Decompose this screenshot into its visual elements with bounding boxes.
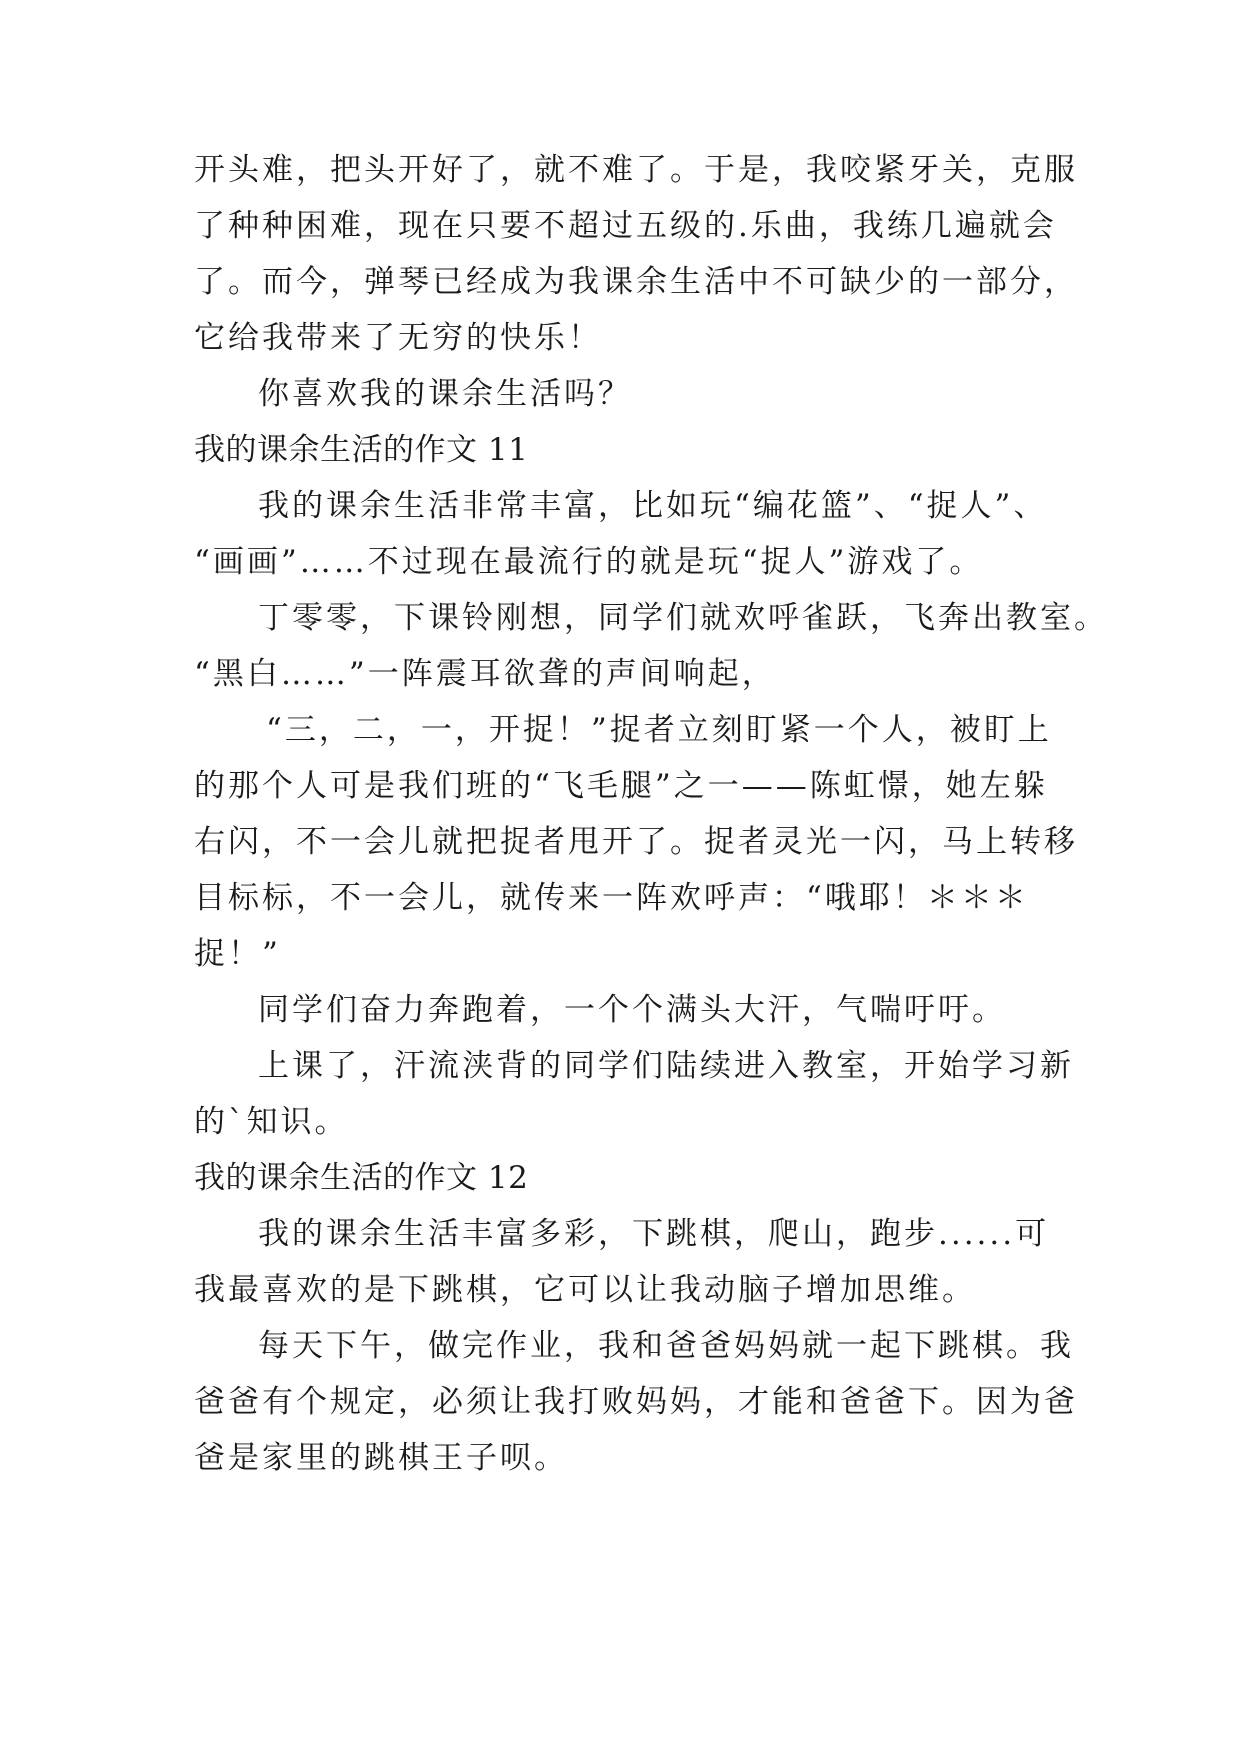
body-line: 了。而今，弹琴已经成为我课余生活中不可缺少的一部分， xyxy=(194,264,1078,300)
body-line: “画画”……不过现在最流行的就是玩“捉人”游戏了。 xyxy=(194,544,984,580)
body-line: 了种种困难，现在只要不超过五级的.乐曲，我练几遍就会 xyxy=(194,208,1057,244)
body-line: “三，二，一，开捉！”捉者立刻盯紧一个人，被盯上 xyxy=(266,712,1052,748)
section-heading: 我的课余生活的作文 12 xyxy=(194,1160,529,1196)
body-line: 每天下午，做完作业，我和爸爸妈妈就一起下跳棋。我 xyxy=(258,1328,1074,1364)
body-line: “黑白……”一阵震耳欲聋的声间响起， xyxy=(194,656,776,692)
body-line: 爸是家里的跳棋王子呗。 xyxy=(194,1440,568,1476)
body-line: 我的课余生活丰富多彩，下跳棋，爬山，跑步......可 xyxy=(258,1216,1050,1252)
body-line: 丁零零，下课铃刚想，同学们就欢呼雀跃，飞奔出教室。 xyxy=(258,600,1108,636)
body-line: 开头难，把头开好了，就不难了。于是，我咬紧牙关，克服 xyxy=(194,152,1078,188)
body-line: 右闪，不一会儿就把捉者甩开了。捉者灵光一闪，马上转移 xyxy=(194,824,1078,860)
body-line: 的`知识。 xyxy=(194,1104,349,1140)
body-line: 捉！” xyxy=(194,936,281,972)
body-line: 同学们奋力奔跑着，一个个满头大汗，气喘吁吁。 xyxy=(258,992,1006,1028)
body-line: 你喜欢我的课余生活吗？ xyxy=(258,376,632,412)
body-line: 它给我带来了无穷的快乐！ xyxy=(194,320,602,356)
body-line: 上课了，汗流浃背的同学们陆续进入教室，开始学习新 xyxy=(258,1048,1074,1084)
body-line: 的那个人可是我们班的“飞毛腿”之一——陈虹憬，她左躲 xyxy=(194,768,1048,804)
body-line: 我的课余生活非常丰富，比如玩“编花篮”、“捉人”、 xyxy=(258,488,1048,524)
section-heading: 我的课余生活的作文 11 xyxy=(194,432,529,468)
body-line: 我最喜欢的是下跳棋，它可以让我动脑子增加思维。 xyxy=(194,1272,976,1308)
body-line: 目标标，不一会儿，就传来一阵欢呼声：“哦耶！＊＊＊ xyxy=(194,880,1029,916)
body-line: 爸爸有个规定，必须让我打败妈妈，才能和爸爸下。因为爸 xyxy=(194,1384,1078,1420)
